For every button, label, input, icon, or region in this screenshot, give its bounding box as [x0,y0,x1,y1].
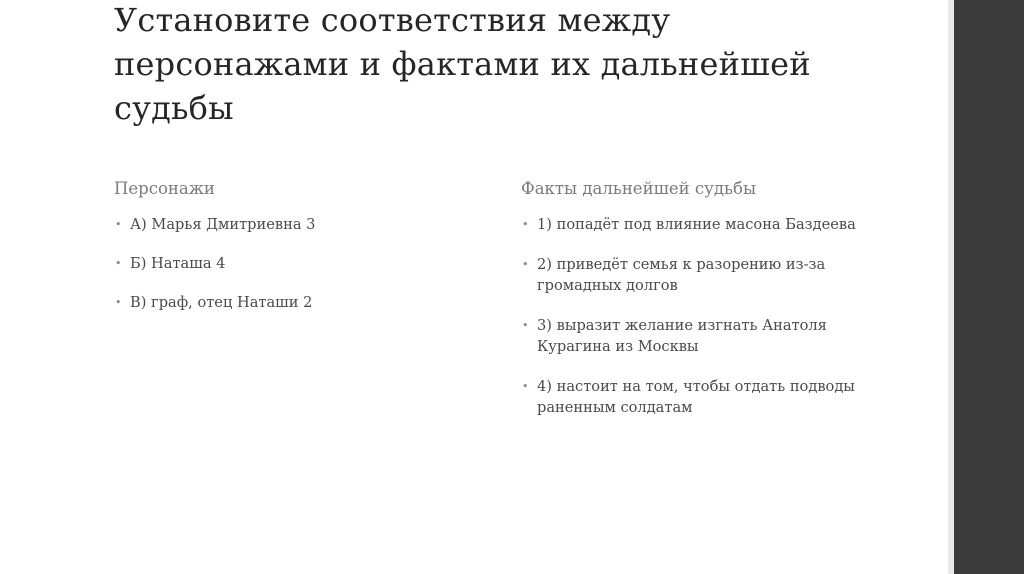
bullet-icon: • [522,218,529,231]
facts-heading: Факты дальнейшей судьбы [521,179,757,198]
list-item-text: 1) попадёт под влияние масона Баздеева [537,216,856,233]
list-item [114,214,474,235]
list-item [521,376,901,418]
bullet-icon: • [115,257,122,270]
characters-list [114,214,474,331]
bullet-icon: • [522,258,529,271]
list-item-text: 3) выразит желание изгнать Анатоля Курагина из Москвы [537,317,827,355]
bullet-icon: • [115,296,122,309]
side-strip [954,0,1024,574]
list-item [521,214,901,235]
list-item [114,253,474,274]
characters-heading: Персонажи [114,179,215,198]
list-item-text: 2) приведёт семья к разорению из-за громадных долгов [537,256,826,294]
list-item-text: 4) настоит на том, чтобы отдать подводы раненным солдатам [537,378,855,416]
list-item-text: В) граф, отец Наташи 2 [130,294,313,311]
slide-title: Установите соответствия между персонажами и фактами их дальнейшей судьбы [114,1,811,127]
bullet-icon: • [522,319,529,332]
list-item [114,292,474,313]
bullet-icon: • [115,218,122,231]
list-item [521,254,901,296]
list-item [521,315,901,357]
facts-list [521,214,901,437]
bullet-icon: • [522,380,529,393]
list-item-text: А) Марья Дмитриевна 3 [130,216,316,233]
list-item-text: Б) Наташа 4 [130,255,226,272]
